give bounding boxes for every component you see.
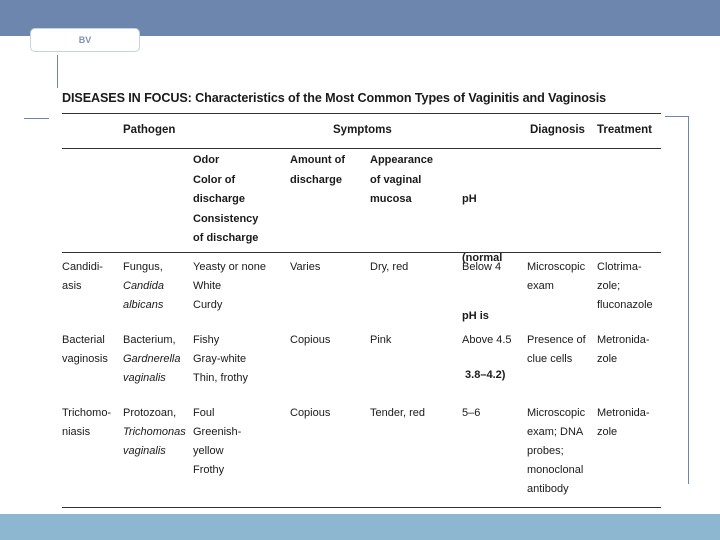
row-candidiasis-ph: Below 4 <box>462 261 502 273</box>
row-candidiasis-treatment: Clotrima- zole; fluconazole <box>597 261 653 311</box>
row-bv-appearance: Pink <box>370 334 392 346</box>
row-bv-odor: Fishy Gray-white Thin, frothy <box>193 334 249 384</box>
row-candidiasis-appearance: Dry, red <box>370 261 409 273</box>
decorative-line <box>24 118 49 119</box>
subheader-ph: pH (normal pH is 3.8–4.2) <box>462 193 506 381</box>
row-candidiasis-odor: Yeasty or none White Curdy <box>193 261 266 311</box>
row-trich-amount: Copious <box>290 407 331 419</box>
row-trich-appearance: Tender, red <box>370 407 426 419</box>
bottom-banner <box>0 514 720 540</box>
header-pathogen: Pathogen <box>123 124 176 136</box>
decorative-line <box>57 55 58 88</box>
row-candidiasis-disease: Candidi- asis <box>62 261 103 292</box>
row-trich-ph: 5–6 <box>462 407 481 419</box>
row-candidiasis-amount: Varies <box>290 261 321 273</box>
slide-tab: BV <box>30 28 140 52</box>
subheader-amount: Amount of discharge <box>290 154 345 186</box>
row-bv-amount: Copious <box>290 334 331 346</box>
header-diagnosis: Diagnosis <box>530 124 585 136</box>
row-trich-pathogen: Protozoan, Trichomonas vaginalis <box>123 407 186 457</box>
row-bv-pathogen: Bacterium, Gardnerella vaginalis <box>123 334 181 384</box>
table-top-rule <box>62 113 661 114</box>
row-bv-disease: Bacterial vaginosis <box>62 334 108 365</box>
row-bv-treatment: Metronida- zole <box>597 334 650 365</box>
row-bv-ph: Above 4.5 <box>462 334 512 346</box>
row-candidiasis-diagnosis: Microscopic exam <box>527 261 586 292</box>
row-trich-disease: Trichomo- niasis <box>62 407 112 438</box>
decorative-bracket <box>665 116 689 484</box>
row-bv-diagnosis: Presence of clue cells <box>527 334 586 365</box>
table-bottom-rule <box>62 507 661 508</box>
row-trich-odor: Foul Greenish- yellow Frothy <box>193 407 242 476</box>
row-trich-diagnosis: Microscopic exam; DNA probes; monoclonal antibody <box>527 407 586 495</box>
row-candidiasis-pathogen: Fungus, Candida albicans <box>123 261 164 311</box>
subheader-appearance: Appearance of vaginal mucosa <box>370 154 433 205</box>
header-rule <box>62 148 661 149</box>
table-title: DISEASES IN FOCUS: Characteristics of the Most Common Types of Vaginitis and Vaginosis <box>62 91 606 105</box>
header-symptoms: Symptoms <box>333 124 392 136</box>
row-trich-treatment: Metronida- zole <box>597 407 650 438</box>
subheader-odor: Odor Color of discharge Consistency of discharge <box>193 154 259 244</box>
header-treatment: Treatment <box>597 124 652 136</box>
subheader-rule <box>62 252 661 253</box>
